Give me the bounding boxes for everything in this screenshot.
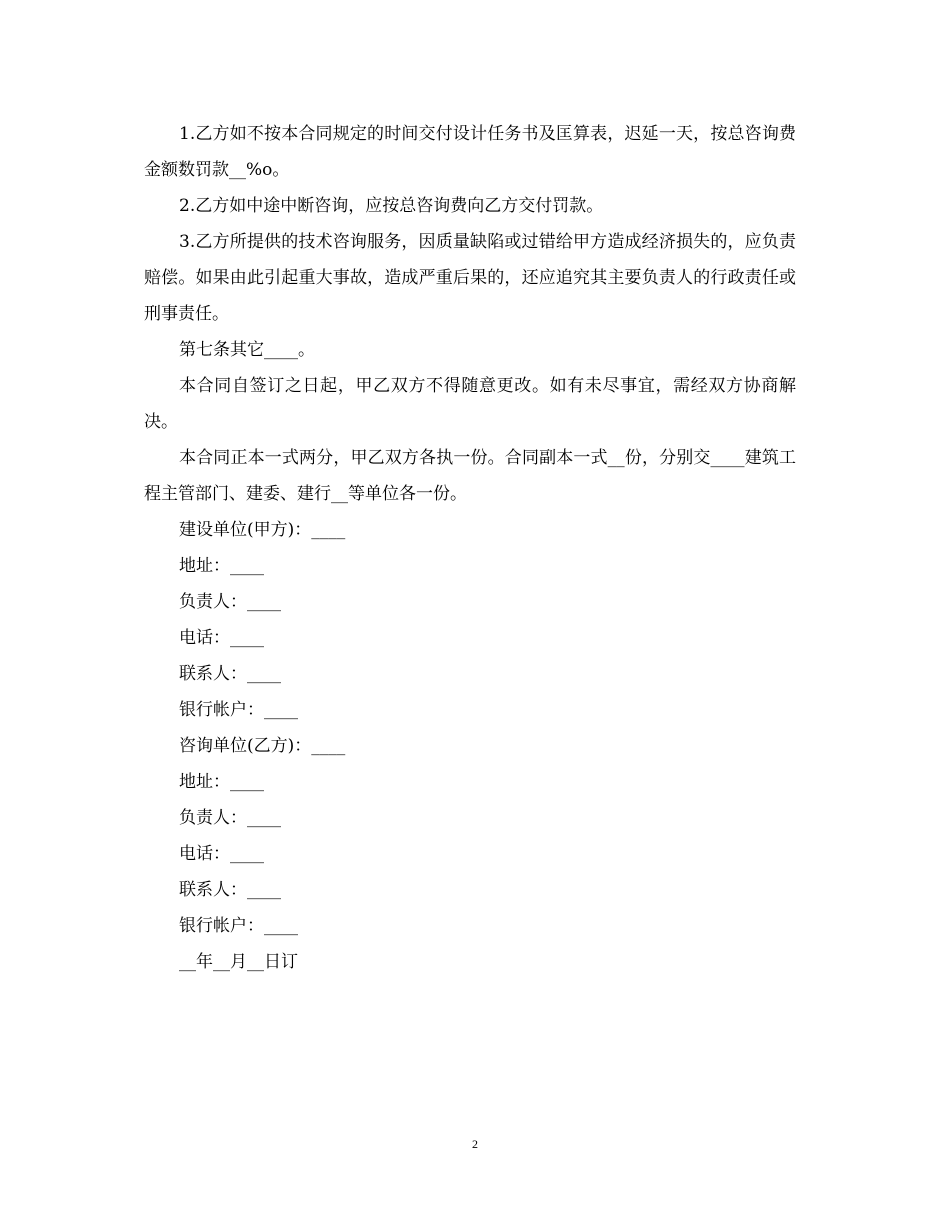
clause-amendment: 本合同自签订之日起，甲乙双方不得随意更改。如有未尽事宜，需经双方协商解决。 xyxy=(144,376,796,432)
page-number: 2 xyxy=(472,1137,478,1151)
signing-date-line: __年__月__日订 xyxy=(179,952,298,972)
party-a-phone: 电话：____ xyxy=(179,628,264,648)
party-a-signature-block xyxy=(144,512,796,728)
contract-body xyxy=(144,116,796,980)
clause-copies: 本合同正本一式两分，甲乙双方各执一份。合同副本一式__份，分别交____建筑工程主管部门、建委、建行__等单位各一份。 xyxy=(144,448,796,504)
clause-penalty-late-delivery: 1.乙方如不按本合同规定的时间交付设计任务书及匡算表，迟延一天，按总咨询费金额数罚款__%o。 xyxy=(144,124,796,180)
party-a-contact: 联系人：____ xyxy=(179,664,281,684)
party-a-person-in-charge: 负责人：____ xyxy=(179,592,281,612)
party-b-person-in-charge: 负责人：____ xyxy=(179,808,281,828)
clause-liability-compensation: 3.乙方所提供的技术咨询服务，因质量缺陷或过错给甲方造成经济损失的，应负责赔偿。如果由此引起重大事故，造成严重后果的，还应追究其主要负责人的行政责任或刑事责任。 xyxy=(144,232,796,324)
party-b-heading: 咨询单位(乙方)：____ xyxy=(179,736,346,756)
party-a-address: 地址：____ xyxy=(179,556,264,576)
article-seven-other: 第七条其它____。 xyxy=(179,340,315,360)
party-b-contact: 联系人：____ xyxy=(179,880,281,900)
party-a-heading: 建设单位(甲方)：____ xyxy=(179,520,346,540)
party-b-bank-account: 银行帐户：____ xyxy=(179,916,298,936)
party-b-address: 地址：____ xyxy=(179,772,264,792)
party-b-phone: 电话：____ xyxy=(179,844,264,864)
party-a-bank-account: 银行帐户：____ xyxy=(179,700,298,720)
party-b-signature-block xyxy=(144,728,796,944)
clause-penalty-interruption: 2.乙方如中途中断咨询，应按总咨询费向乙方交付罚款。 xyxy=(179,196,604,216)
